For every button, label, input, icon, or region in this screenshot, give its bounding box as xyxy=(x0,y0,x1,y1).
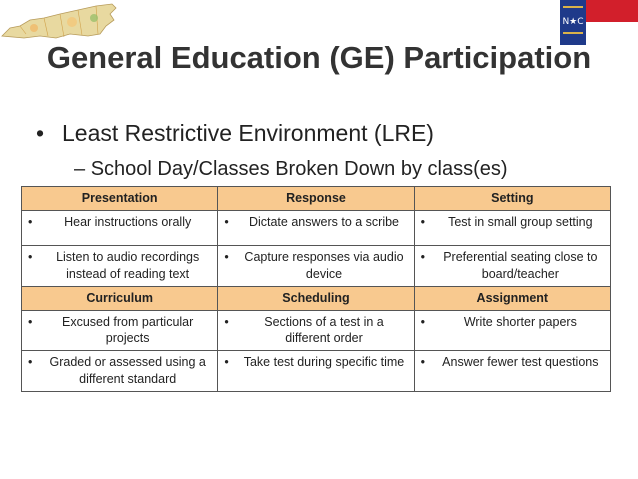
table-cell xyxy=(218,351,414,392)
table-cell xyxy=(218,245,414,286)
header-setting: Setting xyxy=(414,187,610,211)
header-response: Response xyxy=(218,187,414,211)
cell-bullet: • xyxy=(420,214,426,229)
table-row xyxy=(22,210,611,245)
cell-text: Excused from particular projects xyxy=(62,314,194,346)
cell-bullet: • xyxy=(28,214,33,229)
cell-bullet: • xyxy=(28,314,33,329)
north-carolina-flag-icon xyxy=(560,0,638,45)
cell-bullet: • xyxy=(224,214,229,229)
table-cell xyxy=(22,210,218,245)
page-title: General Education (GE) Participation xyxy=(46,40,592,75)
cell-text: Hear instructions orally xyxy=(64,214,192,229)
table-cell xyxy=(414,310,610,351)
cell-text: Sections of a test in a different order xyxy=(264,314,384,346)
cell-bullet: • xyxy=(420,314,426,329)
bullet-level2-text: School Day/Classes Broken Down by class(es) xyxy=(90,158,508,180)
cell-text: Capture responses via audio device xyxy=(244,249,404,281)
header-assignment: Assignment xyxy=(414,286,610,310)
cell-text: Graded or assessed using a different standard xyxy=(49,355,206,387)
table-cell xyxy=(414,351,610,392)
header-presentation: Presentation xyxy=(22,187,218,211)
cell-bullet: • xyxy=(28,355,33,370)
table-cell xyxy=(22,310,218,351)
flag-lettering: N★C xyxy=(562,17,584,27)
table-header-row xyxy=(22,286,611,310)
cell-bullet: • xyxy=(420,249,426,264)
cell-text: Write shorter papers xyxy=(463,314,577,329)
bullet-level1 xyxy=(36,120,434,147)
north-carolina-map-icon xyxy=(0,0,118,40)
cell-text: Dictate answers to a scribe xyxy=(248,214,400,229)
cell-bullet: • xyxy=(28,249,33,264)
cell-bullet: • xyxy=(224,314,229,329)
header-scheduling: Scheduling xyxy=(218,286,414,310)
table-row xyxy=(22,245,611,286)
bullet-level1-text: Least Restrictive Environment (LRE) xyxy=(62,120,434,146)
cell-bullet: • xyxy=(224,355,229,370)
cell-text: Answer fewer test questions xyxy=(442,355,599,370)
table-cell xyxy=(414,210,610,245)
cell-text: Preferential seating close to board/teacher xyxy=(443,249,598,281)
cell-bullet: • xyxy=(224,249,229,264)
table-row xyxy=(22,351,611,392)
table-cell xyxy=(218,310,414,351)
cell-bullet: • xyxy=(420,355,426,370)
table-cell xyxy=(218,210,414,245)
table-cell xyxy=(414,245,610,286)
cell-text: Test in small group setting xyxy=(448,214,593,229)
cell-text: Listen to audio recordings instead of reading text xyxy=(56,249,200,281)
dash-marker: – xyxy=(74,158,86,180)
header-curriculum: Curriculum xyxy=(22,286,218,310)
table-row xyxy=(22,310,611,351)
bullet-marker: • xyxy=(36,120,45,146)
accommodations-table xyxy=(21,186,611,392)
bullet-level2 xyxy=(74,158,508,181)
cell-text: Take test during specific time xyxy=(243,355,405,370)
table-cell xyxy=(22,245,218,286)
table-header-row xyxy=(22,187,611,211)
table-cell xyxy=(22,351,218,392)
